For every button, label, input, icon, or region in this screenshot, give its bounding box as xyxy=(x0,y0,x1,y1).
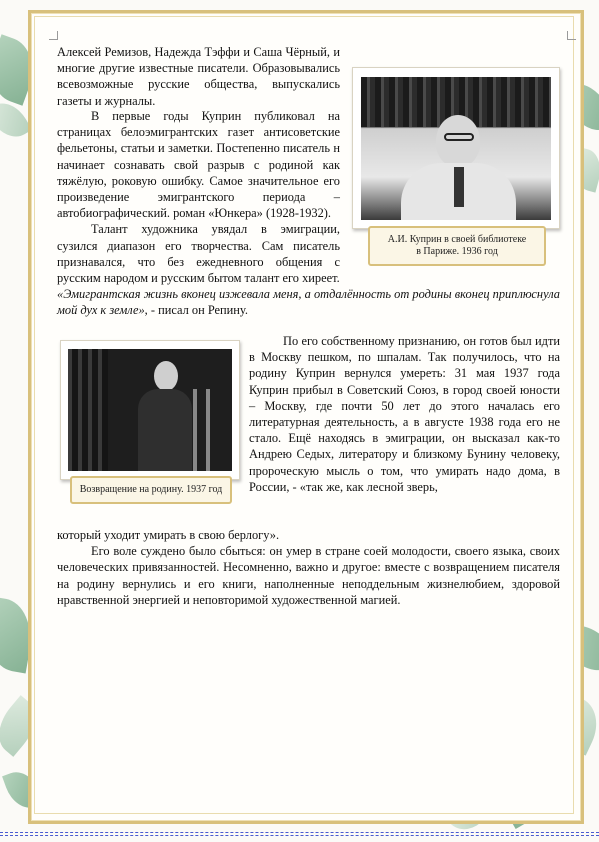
corner-mark xyxy=(49,31,58,40)
paragraph-4-end: который уходит умирать в свою берлогу». xyxy=(57,528,280,542)
photo-library-caption xyxy=(368,226,546,266)
paragraph-3-text-b: , - писал он Репину. xyxy=(144,303,248,318)
caption-line-1: А.И. Куприн в своей библиотеке xyxy=(387,234,527,245)
photo-return xyxy=(60,340,240,480)
kuprin-quote: «Эмигрантская жизнь вконец изжевала меня, а отдалённость от родины вконец приплюснула мой дух к земле» xyxy=(57,287,560,318)
text-block-left-col xyxy=(57,108,340,286)
text-block-bottom xyxy=(57,527,560,608)
text-block-quote xyxy=(57,286,560,318)
paragraph-3-continued xyxy=(57,286,560,318)
paragraph-3-start xyxy=(57,221,340,286)
paragraph-4: По его собственному признанию, он готов был идти в Москву пешком, по шпалам. Так получилось, что на родину Куприн вернулся умереть: 31 мая 1937 года Куприн прибыл в Советский Союз, в город своей юности – Москву, где почти 50 лет до этого началась его литературная деятельность, а в августе 1938 года его не стало. Ещё находясь в эмиграции, он высказал как-то Андрею Седых, литератору и близкому Бунину человеку, пророческую мысль о том, что умирать надо дома, в России, - «так же, как лесной зверь, xyxy=(249,334,560,494)
photo-return-caption xyxy=(70,476,232,504)
kuprin-return-image xyxy=(68,349,232,471)
paragraph-2: В первые годы Куприн публиковал на страницах белоэмигрантских газет антисоветские фельетоны, статьи и заметки. Постепенно писатель н начинает сознавать свой разрыв с родиной как тяжёлую, роковую ошибку. Самое значительное его произведение эмигрантского периода – автобиографический. роман «Юнкера» (1928-1932). xyxy=(57,109,340,221)
photo-library xyxy=(352,67,560,229)
corner-mark xyxy=(567,31,576,40)
kuprin-library-image xyxy=(361,77,551,220)
paragraph-3-text-a: Талант художника увядал в эмиграции, сузился диапазон его творчества. Сам писатель признавался, что без ежедневного общения с русским народом и русским бытом талант его хиреет. xyxy=(57,222,340,286)
caption-line-2: в Париже. 1936 год xyxy=(416,246,498,257)
paragraph-1-text: Алексей Ремизов, Надежда Тэффи и Саша Чёрный, и многие другие известные писатели. Образовывались всевозможные русские общества, выпускались газеты и журналы. xyxy=(57,45,340,108)
page-break-line xyxy=(0,832,599,833)
page-break-line xyxy=(0,835,599,836)
text-block-right-col xyxy=(249,333,560,495)
paragraph-5: Его воле суждено было сбыться: он умер в стране соей молодости, своего языка, своих человеческих привязанностей. Несомненно, важно и другое: вместе с возвращением писателя на родину вернулись и его книги, наполненные неподдельным жизнелюбием, здоровой нравственной энергией и неповторимой художественной магией. xyxy=(57,544,560,607)
return-caption-text: Возвращение на родину. 1937 год xyxy=(79,484,223,495)
